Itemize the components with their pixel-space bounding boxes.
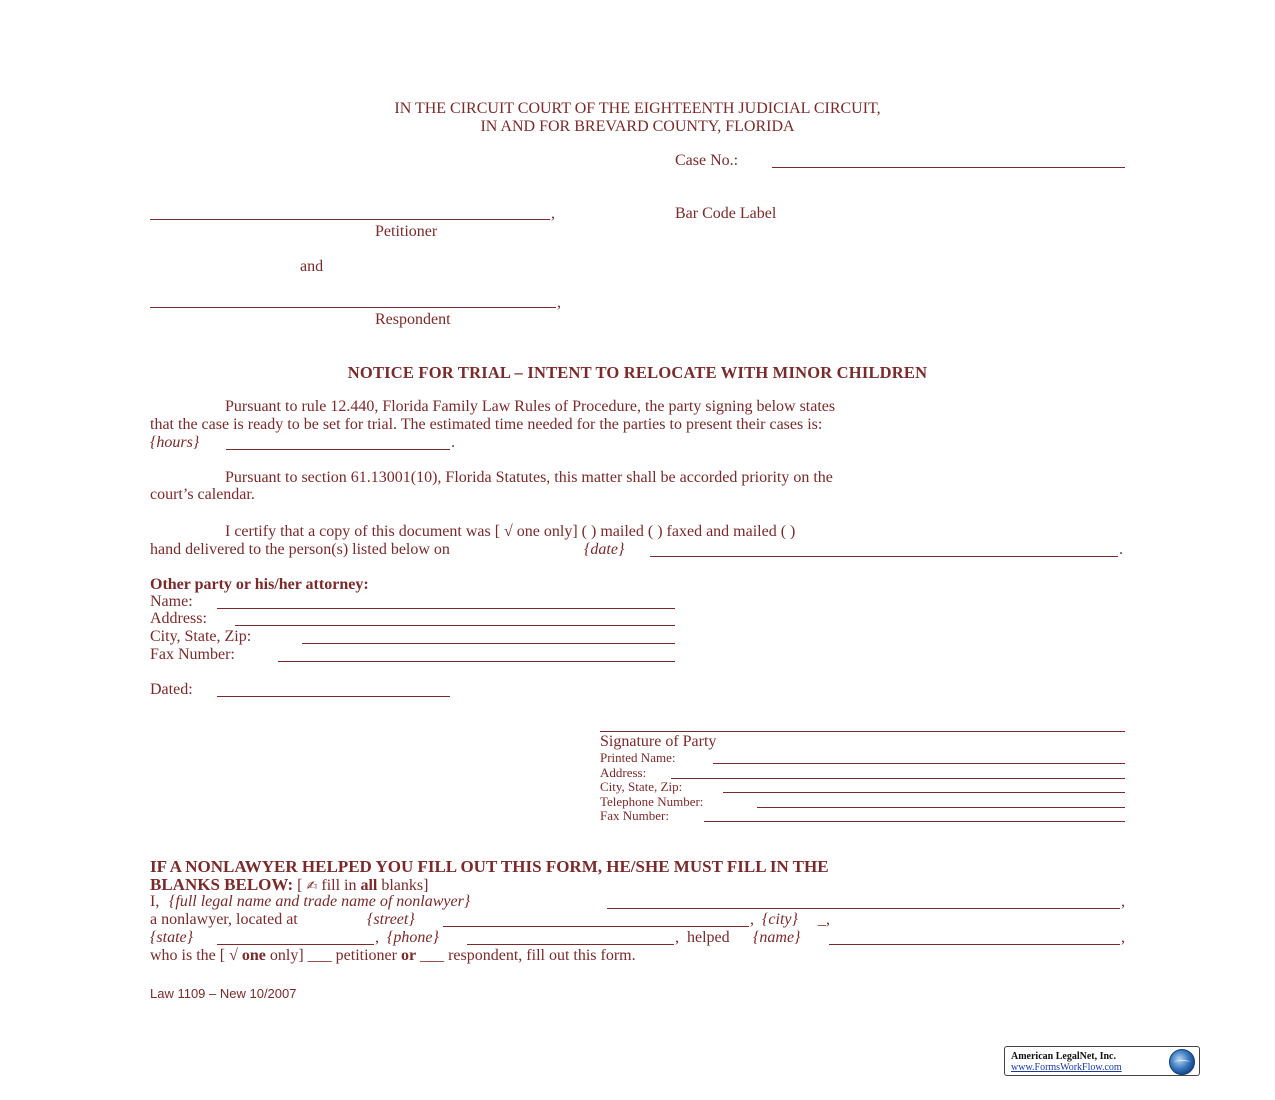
nonlawyer-helped-name-field[interactable] — [829, 944, 1120, 945]
respondent-name-field[interactable] — [150, 307, 556, 308]
date-label: {date} — [584, 541, 625, 558]
signature-title: Signature of Party — [600, 733, 717, 750]
sig-fax-field[interactable] — [704, 821, 1125, 822]
nonlawyer-located-at: a nonlawyer, located at — [150, 911, 298, 928]
document-title: NOTICE FOR TRIAL – INTENT TO RELOCATE WITH MINOR CHILDREN — [347, 363, 928, 382]
form-code: Law 1109 – New 10/2007 — [150, 986, 297, 1001]
nonlawyer-street-label: {street} — [367, 911, 415, 928]
sig-city-field[interactable] — [723, 792, 1125, 793]
nonlawyer-heading-line2 — [150, 876, 428, 894]
all-text: all — [360, 877, 378, 894]
other-party-heading: Other party or his/her attorney: — [150, 576, 369, 593]
nonlawyer-heading-line1: IF A NONLAWYER HELPED YOU FILL OUT THIS FORM, HE/SHE MUST FILL IN THE — [150, 857, 829, 876]
para2-line1: Pursuant to section 61.13001(10), Florida Statutes, this matter shall be accorded priority on the — [225, 469, 833, 486]
or-text: or — [400, 947, 417, 964]
sig-city-label: City, State, Zip: — [600, 779, 683, 794]
other-party-city-label: City, State, Zip: — [150, 628, 252, 645]
case-no-field[interactable] — [772, 167, 1125, 168]
nonlawyer-city-tail: _, — [818, 911, 830, 928]
para3-line1: I certify that a copy of this document was [ √ one only] ( ) mailed ( ) faxed and mailed ( ) — [225, 523, 796, 540]
nonlawyer-helped: helped — [687, 929, 730, 946]
nonlawyer-i-prefix: I, — [150, 893, 160, 910]
nonlawyer-street-field[interactable] — [443, 926, 749, 927]
nonlawyer-full-name-label: {full legal name and trade name of nonlawyer} — [169, 893, 471, 910]
nonlawyer-state-comma: , — [375, 929, 379, 946]
sig-fax-label: Fax Number: — [600, 808, 669, 823]
nonlawyer-name-label: {name} — [753, 929, 801, 946]
service-date-field[interactable] — [650, 556, 1118, 557]
other-party-fax-label: Fax Number: — [150, 646, 235, 663]
sig-printed-name-label: Printed Name: — [600, 750, 676, 765]
para3-line2: hand delivered to the person(s) listed below on — [150, 541, 450, 558]
bracket-open: [ — [297, 877, 303, 894]
nonlawyer-heading-blanks: BLANKS BELOW: — [150, 875, 294, 894]
para2-line2: court’s calendar. — [150, 486, 255, 503]
court-name-line1: IN THE CIRCUIT COURT OF THE EIGHTEENTH JUDICIAL CIRCUIT, — [394, 100, 881, 117]
sig-telephone-field[interactable] — [757, 807, 1125, 808]
nonlawyer-phone-label: {phone} — [387, 929, 439, 946]
petitioner-label: Petitioner — [375, 223, 438, 240]
dated-field[interactable] — [217, 696, 450, 697]
nonlawyer-phone-comma: , — [675, 929, 679, 946]
other-party-name-field[interactable] — [217, 608, 675, 609]
case-no-label: Case No.: — [675, 152, 739, 169]
dated-label: Dated: — [150, 681, 193, 698]
nonlawyer-phone-field[interactable] — [467, 944, 674, 945]
sig-address-label: Address: — [600, 765, 647, 780]
sig-printed-name-field[interactable] — [713, 763, 1125, 764]
nonlawyer-state-field[interactable] — [217, 944, 374, 945]
pencil-icon: ✍ — [306, 879, 318, 894]
nonlawyer-full-name-field[interactable] — [607, 908, 1120, 909]
fill-in-text: fill in — [321, 877, 357, 894]
nonlawyer-street-comma: , — [750, 911, 754, 928]
logo-company-name: American LegalNet, Inc. — [1011, 1051, 1116, 1062]
other-party-city-field[interactable] — [302, 643, 675, 644]
nonlawyer-who-is-line — [150, 948, 636, 964]
petitioner-name-field[interactable] — [150, 219, 550, 220]
nonlawyer-line3-comma: , — [1121, 929, 1125, 946]
american-legalnet-logo[interactable] — [1004, 1046, 1200, 1076]
only-petitioner-text: only] ___ petitioner — [269, 947, 397, 964]
who-is-text: who is the [ √ — [150, 947, 238, 964]
one-text: one — [241, 947, 266, 964]
respondent-tail-text: ___ respondent, fill out this form. — [420, 947, 636, 964]
nonlawyer-state-label: {state} — [150, 929, 194, 946]
court-name-line2: IN AND FOR BREVARD COUNTY, FLORIDA — [480, 118, 795, 135]
para3-end: . — [1119, 541, 1123, 558]
petitioner-comma: , — [551, 205, 555, 222]
other-party-address-field[interactable] — [235, 625, 675, 626]
globe-icon — [1169, 1049, 1195, 1075]
hours-field[interactable] — [226, 449, 450, 450]
blanks-text: blanks] — [381, 877, 429, 894]
para1-line2: that the case is ready to be set for trial. The estimated time needed for the parties to present their cases is: — [150, 416, 823, 433]
nonlawyer-city-label: {city} — [762, 911, 798, 928]
respondent-label: Respondent — [375, 311, 451, 328]
hours-label: {hours} — [150, 434, 200, 451]
signature-line[interactable] — [600, 731, 1125, 732]
logo-website-link[interactable]: www.FormsWorkFlow.com — [1011, 1062, 1122, 1073]
other-party-name-label: Name: — [150, 593, 193, 610]
other-party-fax-field[interactable] — [278, 661, 675, 662]
nonlawyer-line1-comma: , — [1121, 893, 1125, 910]
and-label: and — [300, 258, 324, 275]
other-party-address-label: Address: — [150, 610, 207, 627]
para1-line1: Pursuant to rule 12.440, Florida Family Law Rules of Procedure, the party signing below states — [225, 398, 836, 415]
respondent-comma: , — [557, 294, 561, 311]
sig-telephone-label: Telephone Number: — [600, 794, 704, 809]
bar-code-label: Bar Code Label — [675, 205, 777, 222]
para1-end: . — [451, 434, 455, 451]
sig-address-field[interactable] — [671, 778, 1125, 779]
